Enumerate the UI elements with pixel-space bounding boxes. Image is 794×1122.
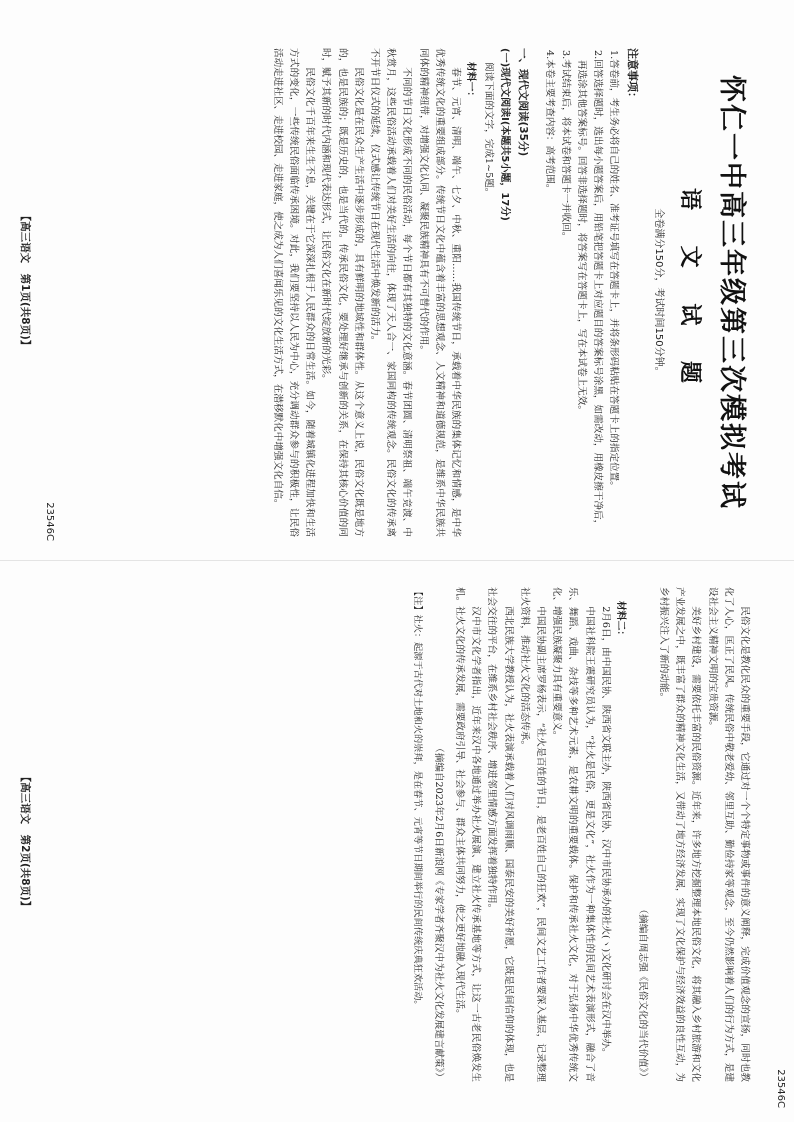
paragraph: 不同的节日文化形成不同的民俗活动，每个节日都有其独特的文化意涵。春节团圆、清明祭祖、端午竞渡、中秋赏月，这些民俗活动承载着人们对美好生活的向往，体现了天人合一、家国同构的传统观念。民俗文化的传承离不开节日仪式的延续，仪式感让传统节日在现代生活中焕发新的活力。 xyxy=(368,48,413,537)
notice-block xyxy=(541,48,641,537)
subsection-heading: (一)现代文阅读Ⅰ(本题共5小题，17分) xyxy=(499,48,510,221)
notice-item: 2.回答选择题时，选出每小题答案后，用铅笔把答题卡上对应题目的答案标号涂黑，如需改动，用橡皮擦干净后，再选涂其他答案标号。回答非选择题时，将答案写在答题卡上，写在本试卷上无效。 xyxy=(576,50,603,530)
notice-item: 3.考试结束后，将本试卷和答题卡一并收回。 xyxy=(560,50,571,242)
notice-item: 4.本卷主要考查内容：高考范围。 xyxy=(544,50,555,194)
material-1-text xyxy=(269,48,463,537)
paragraph: 民俗文化千百年来生生不息，关键在于它深深扎根于人民群众的日常生活。如今，随着城镇化进程加快和生活方式的变化，一些传统民俗面临传承困境。对此，我们要坚持以人民为中心，充分调动群众参与的积极性，让民俗活动走进社区、走进校园、走进家庭，使之成为人们喜闻乐见的文化生活方式，在潜移默化中增强文化自信。 xyxy=(271,48,316,537)
paragraph: 西北民族大学教授认为，社火表演承载着人们对风调雨顺、国泰民安的美好祈愿，它既是民间信仰的体现，也是社会交往的平台，在维系乡村社会秩序、增进邻里情感方面发挥着独特作用。 xyxy=(486,587,514,1082)
paragraph: 中国社科院王震研究员认为，“社火是民俗，更是文化”，社火作为一种集体性的民间艺术表演形式，融合了音乐、舞蹈、戏曲、杂技等多种艺术元素，是农耕文明的重要载体。保护和传承社火文化，对于弘扬中华优秀传统文化、增强民族凝聚力具有重要意义。 xyxy=(551,587,595,1082)
source-citation: （摘编自周志强《民俗文化的当代价值》） xyxy=(636,904,648,1082)
material-1-continued xyxy=(655,587,752,1082)
notice-heading: 注意事项： xyxy=(626,48,639,103)
footnote: 【注】社火：起源于古代对土地和火的崇拜，是在春节、元宵等节日期间举行的民间传统庆典狂欢活动。 xyxy=(411,587,423,1010)
reading-instruction: 阅读下面的文字，完成1~5题。 xyxy=(483,62,494,198)
paragraph: 2月6日，由中国民协、陕西省文联主办，陕西省民协、汉中市民协承办的社火(ヽ)文化研讨会在汉中举办。 xyxy=(599,606,611,1058)
subject-title: 语 文 试 题 xyxy=(677,188,703,397)
material-label: 材料一： xyxy=(465,62,476,102)
paper-code: 23546C xyxy=(775,1069,786,1108)
material-2-text xyxy=(451,587,613,1082)
paper-code: 23546C xyxy=(44,502,55,541)
notice-item: 1.答卷前，考生务必将自己的姓名、准考证号填写在答题卡上，并将条形码粘贴在答题卡上的指定位置。 xyxy=(608,50,619,491)
paragraph: 美好乡村建设，需要依托丰富的民俗资源。近年来，许多地方挖掘整理本地民俗文化，将其融入乡村旅游和文化产业发展之中，既丰富了群众的精神文化生活，又带动了地方经济发展，实现了文化保护与经济效益的良性互动，为乡村振兴注入了新的动能。 xyxy=(657,587,702,1082)
page-footer: 【高三语文 第2页(共8页)】 xyxy=(19,771,31,912)
paragraph: 民俗文化是教化民众的重要手段，它通过对一个个特定事物或事件的意义阐释，完成价值观念的宣扬，同时也教化了人心，匡正了民风。传统民俗中敬老爱幼、邻里互助、勤俭持家等观念，至今仍然影响着人们的行为方式，是建设社会主义精神文明的宝贵资源。 xyxy=(706,587,750,1082)
paragraph: 中国民协副主席罗杨表示，“社火是百姓的节日，是老百姓自己的狂欢”，民间文艺工作者要深入基层，记录整理社火资料，推动社火文化的活态传承。 xyxy=(518,587,546,1082)
exam-page-2 xyxy=(0,561,794,1122)
exam-title: 怀仁一中高三年级第三次模拟考试 xyxy=(716,75,747,510)
page-footer: 【高三语文 第1页(共8页)】 xyxy=(19,210,31,351)
section-heading: 一、现代文阅读(35分) xyxy=(517,48,529,157)
score-time-note: 全卷满分150分，考试时间150分钟。 xyxy=(653,208,664,377)
paragraph: 春节、元宵、清明、端午、七夕、中秋、重阳……我国传统节日，承载着中华民族的集体记忆和情感，是中华优秀传统文化的重要组成部分。传统节日文化中蕴含着丰富的思想观念、人文精神和道德规范，是维系中华民族共同体的精神纽带，对增强文化认同、凝聚民族精神具有不可替代的作用。 xyxy=(417,48,461,537)
source-citation: （摘编自2023年2月6日新浪网《专家学者齐聚汉中为社火文化发展建言献策》） xyxy=(432,743,444,1082)
paragraph: 汉中市文化学者指出，近年来汉中各地通过举办社火展演、建立社火传承基地等方式，让这一古老民俗焕发生机。社火文化的传承发展，需要政府引导、社会参与、群众主体共同努力，使之更好地融入现代生活。 xyxy=(453,587,482,1082)
paragraph: 民俗文化是在民众生产生活中逐步形成的，具有鲜明的地域性和群体性。从这个意义上说，民俗文化既是地方的，也是民族的；既是历史的，也是当代的。传承民俗文化，要处理好继承与创新的关系，在保持其核心价值的同时，赋予其新的时代内涵和现代表达形式，让民俗文化在新时代绽放新的光彩。 xyxy=(320,48,364,537)
material-label: 材料二： xyxy=(614,601,626,641)
